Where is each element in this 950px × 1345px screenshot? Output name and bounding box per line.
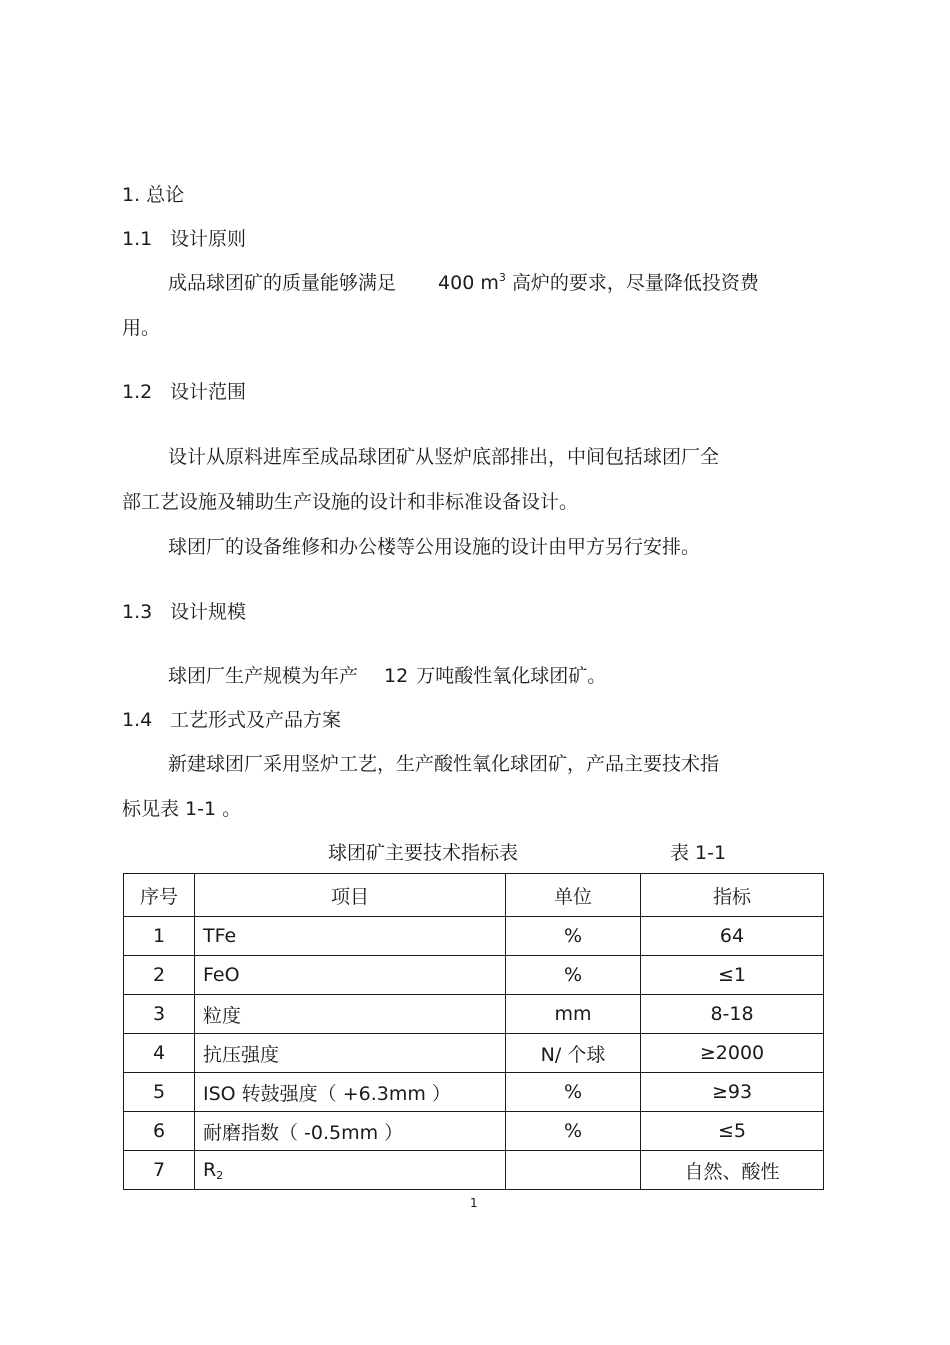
cell-item: 粒度 [195, 995, 506, 1034]
text-run: 新建球团厂采用竖炉工艺，生产酸性氧化球团矿，产品主要技术指 [168, 753, 720, 775]
table-row [124, 1034, 824, 1073]
table-number: 表 1-1 [670, 842, 727, 864]
cell-no: 7 [124, 1151, 195, 1190]
table-row [124, 995, 824, 1034]
header-cell-item: 项目 [195, 874, 506, 917]
cell-value: ≤5 [641, 1112, 824, 1151]
superscript: 3 [498, 271, 506, 284]
paragraph-line [168, 752, 719, 776]
cell-no: 2 [124, 956, 195, 995]
text-run: 球团厂的设备维修和办公楼等公用设施的设计由甲方另行安排。 [168, 536, 701, 558]
section-title: 设计规模 [170, 601, 247, 623]
text-run: 成品球团矿的质量能够满足 [168, 272, 397, 294]
cell-no: 3 [124, 995, 195, 1034]
cell-unit: N/ 个球 [506, 1034, 641, 1073]
text-run: 万吨酸性氧化球团矿。 [416, 665, 607, 687]
subscript: 2 [216, 1169, 224, 1182]
table-row [124, 1151, 824, 1190]
table-row [124, 1073, 824, 1112]
header-cell-value: 指标 [641, 874, 824, 917]
cell-unit: % [506, 1073, 641, 1112]
section-heading-1-3 [122, 600, 246, 624]
page-number: 1 [470, 1196, 478, 1210]
table-row [124, 917, 824, 956]
section-number: 1.3 [122, 601, 153, 623]
cell-value: ≥2000 [641, 1034, 824, 1073]
section-heading-1 [122, 183, 184, 207]
paragraph-line [168, 445, 719, 469]
cell-unit: % [506, 956, 641, 995]
cell-unit [506, 1151, 641, 1190]
cell-value: 8-18 [641, 995, 824, 1034]
cell-item: TFe [195, 917, 506, 956]
cell-item: 抗压强度 [195, 1034, 506, 1073]
cell-unit: % [506, 1112, 641, 1151]
cell-unit: % [506, 917, 641, 956]
section-heading-1-1 [122, 227, 246, 251]
cell-item: ISO 转鼓强度（ +6.3mm ） [195, 1073, 506, 1112]
section-heading-1-2 [122, 380, 246, 404]
cell-value: ≤1 [641, 956, 824, 995]
cell-value: ≥93 [641, 1073, 824, 1112]
cell-unit: mm [506, 995, 641, 1034]
text-run: 设计从原料进库至成品球团矿从竖炉底部排出，中间包括球团厂全 [168, 446, 720, 468]
spec-table [123, 873, 824, 1190]
text-run: 部工艺设施及辅助生产设施的设计和非标准设备设计。 [122, 491, 579, 513]
section-title: 工艺形式及产品方案 [170, 709, 342, 731]
header-cell-unit: 单位 [506, 874, 641, 917]
table-caption: 球团矿主要技术指标表 [328, 842, 519, 864]
paragraph-line [168, 535, 700, 559]
text-run: 标见表 1-1 。 [122, 798, 242, 820]
cell-value: 自然、酸性 [641, 1151, 824, 1190]
header-cell-no: 序号 [124, 874, 195, 917]
paragraph-line [122, 490, 578, 514]
section-number: 1.1 [122, 228, 153, 250]
section-number: 1.4 [122, 709, 153, 731]
section-heading-1-4 [122, 708, 341, 732]
cell-value: 64 [641, 917, 824, 956]
text-run: 球团厂生产规模为年产 [168, 665, 359, 687]
cell-no: 1 [124, 917, 195, 956]
text-run: 400 m [438, 272, 499, 294]
item-text: R [203, 1159, 217, 1181]
table-row [124, 956, 824, 995]
section-title: 设计原则 [170, 228, 247, 250]
table-header-row [124, 874, 824, 917]
cell-item [195, 1151, 506, 1190]
paragraph-line [168, 664, 606, 688]
cell-no: 4 [124, 1034, 195, 1073]
paragraph-line [122, 797, 241, 821]
section-title: 设计范围 [170, 381, 247, 403]
table-row [124, 1112, 824, 1151]
section-title: 1. 总论 [122, 184, 185, 206]
cell-item: FeO [195, 956, 506, 995]
text-run: 用。 [122, 317, 161, 339]
paragraph-line [168, 271, 759, 295]
cell-item: 耐磨指数（ -0.5mm ） [195, 1112, 506, 1151]
text-run: 12 [384, 665, 409, 687]
section-number: 1.2 [122, 381, 153, 403]
cell-no: 5 [124, 1073, 195, 1112]
text-run: 高炉的要求，尽量降低投资费 [505, 272, 759, 294]
cell-no: 6 [124, 1112, 195, 1151]
paragraph-line [122, 316, 160, 340]
